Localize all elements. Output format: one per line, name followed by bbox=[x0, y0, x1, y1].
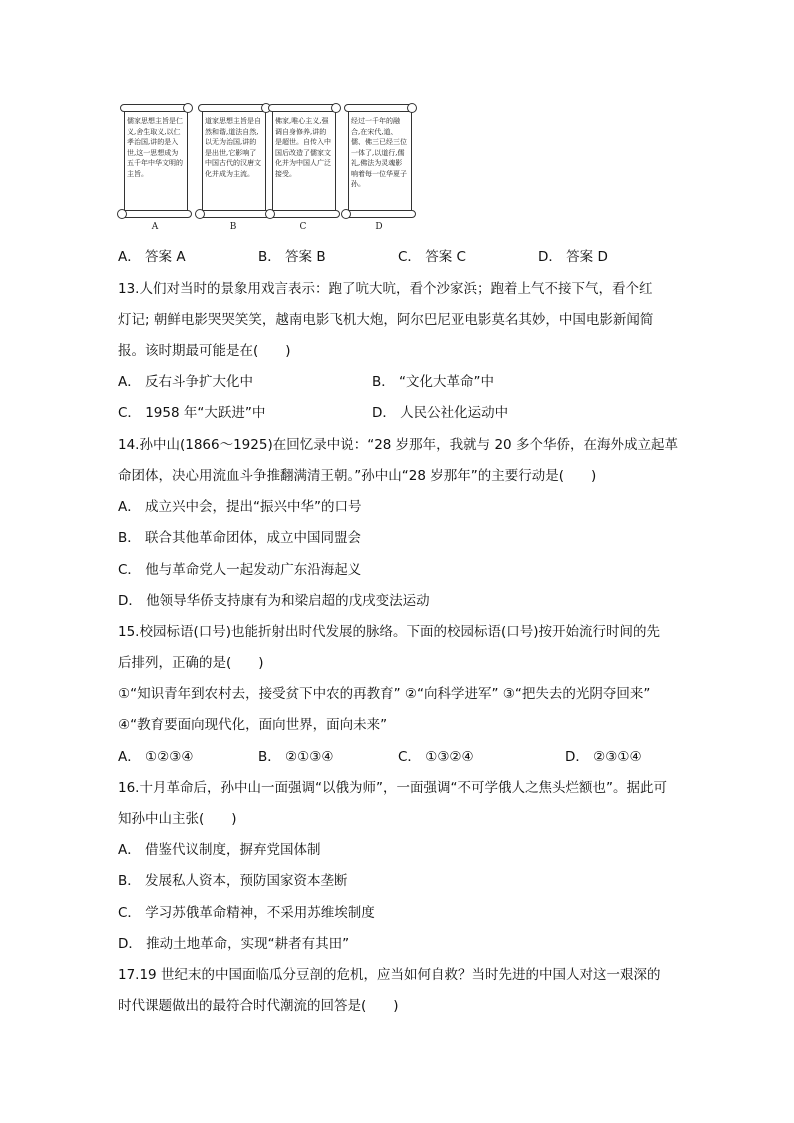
q12-option-a: A． 答案 A bbox=[118, 249, 186, 265]
q16-option-c: C． 学习苏俄革命精神，不采用苏维埃制度 bbox=[118, 905, 375, 921]
q16-stem-line1: 16.十月革命后，孙中山一面强调“以俄为师”，一面强调“不可学俄人之焦头烂额也”。据此可 bbox=[118, 780, 667, 796]
q15-stem-line2: 后排列，正确的是( ) bbox=[118, 655, 264, 671]
q13-stem-line2: 灯记; 朝鲜电影哭哭笑笑，越南电影飞机大炮，阿尔巴尼亚电影莫名其妙，中国电影新闻简 bbox=[118, 312, 654, 328]
q14-option-b: B． 联合其他革命团体，成立中国同盟会 bbox=[118, 530, 362, 546]
q15-stem-line4: ④“教育要面向现代化，面向世界，面向未来” bbox=[118, 717, 388, 733]
q13-option-c: C． 1958 年“大跃进”中 bbox=[118, 405, 266, 421]
scroll-figure bbox=[118, 102, 407, 234]
q12-option-c: C． 答案 C bbox=[398, 249, 466, 265]
q13-stem-line1: 13.人们对当时的景象用戏言表示：跑了吭大吭，看个沙家浜；跑着上气不接下气，看个红 bbox=[118, 281, 653, 297]
scroll-b-label: B bbox=[229, 222, 237, 232]
q14-option-c: C． 他与革命党人一起发动广东沿海起义 bbox=[118, 562, 362, 578]
q17-stem-line1: 17.19 世纪末的中国面临瓜分豆剖的危机，应当如何自救？当时先进的中国人对这一艰深的 bbox=[118, 967, 661, 983]
q14-stem-line1: 14.孙中山(1866～1925)在回忆录中说：“28 岁那年，我就与 20 多个华侨，在海外成立起革 bbox=[118, 437, 678, 453]
scroll-a bbox=[120, 102, 190, 220]
scroll-c-label: C bbox=[299, 222, 307, 232]
q16-option-a: A． 借鉴代议制度，摒弃党国体制 bbox=[118, 842, 321, 858]
q16-option-d: D． 推动土地革命，实现“耕者有其田” bbox=[118, 936, 350, 952]
scroll-d bbox=[344, 102, 414, 220]
q13-option-a: A． 反右斗争扩大化中 bbox=[118, 374, 254, 390]
q16-option-b: B． 发展私人资本，预防国家资本垄断 bbox=[118, 873, 348, 889]
q15-option-a: A． ①②③④ bbox=[118, 749, 194, 765]
scroll-a-label: A bbox=[151, 222, 159, 232]
q15-stem-line1: 15.校园标语(口号)也能折射出时代发展的脉络。下面的校园标语(口号)按开始流行时间的先 bbox=[118, 624, 661, 640]
scroll-a-text: 儒家思想主旨是仁义,舍生取义,以仁孝治国,讲的是入世,这一思想成为五千年中华文明的主旨。 bbox=[127, 117, 183, 178]
scroll-b bbox=[198, 102, 268, 220]
q13-option-d: D． 人民公社化运动中 bbox=[372, 405, 509, 421]
q17-stem-line2: 时代课题做出的最符合时代潮流的回答是( ) bbox=[118, 998, 399, 1014]
q16-stem-line2: 知孙中山主张( ) bbox=[118, 811, 237, 827]
q15-option-c: C． ①③②④ bbox=[398, 749, 474, 765]
q15-option-b: B． ②①③④ bbox=[258, 749, 334, 765]
q13-stem-line3: 报。该时期最可能是在( ) bbox=[118, 343, 291, 359]
q12-option-b: B． 答案 B bbox=[258, 249, 326, 265]
q14-option-d: D． 他领导华侨支持康有为和梁启超的戊戌变法运动 bbox=[118, 593, 430, 609]
q12-option-d: D． 答案 D bbox=[538, 249, 608, 265]
q15-option-d: D． ②③①④ bbox=[565, 749, 642, 765]
scroll-b-text: 道家思想主旨是自然和谐,道法自然,以无为治国,讲的是出世,它影响了中国古代的汉唐文化并成为主流。 bbox=[205, 117, 261, 178]
q13-option-b: B． “文化大革命”中 bbox=[372, 374, 495, 390]
scroll-d-text: 经过一千年的融合,在宋代,道、儒、佛三已经三位一体了,以道行,儒礼,佛法为灵魂影响着每一位华夏子孙。 bbox=[351, 117, 407, 188]
scroll-d-label: D bbox=[375, 222, 383, 232]
q14-stem-line2: 命团体，决心用流血斗争推翻满清王朝。”孙中山“28 岁那年”的主要行动是( ) bbox=[118, 468, 597, 484]
scroll-c-text: 佛家,唯心主义,强调自身修养,讲的是超世。自传入中国后改造了儒家文化并为中国人广泛接受。 bbox=[275, 117, 331, 178]
scroll-c bbox=[268, 102, 338, 220]
q15-stem-line3: ①“知识青年到农村去，接受贫下中农的再教育” ②“向科学进军” ③“把失去的光阴夺回来” bbox=[118, 686, 651, 702]
q14-option-a: A． 成立兴中会，提出“振兴中华”的口号 bbox=[118, 499, 362, 515]
